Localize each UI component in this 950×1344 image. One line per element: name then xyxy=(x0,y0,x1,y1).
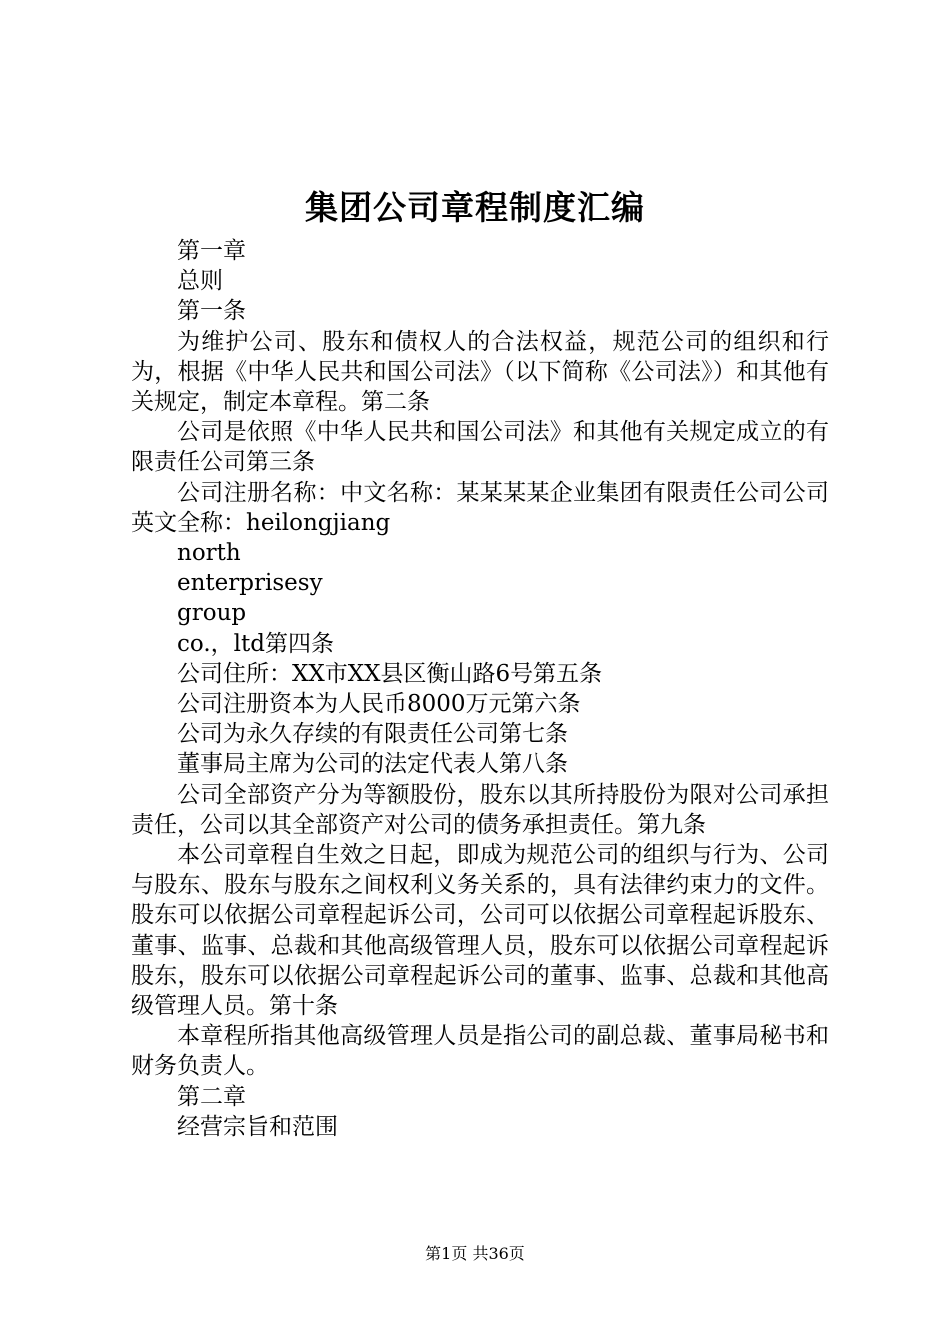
paragraph: north xyxy=(177,540,241,567)
paragraph: group xyxy=(177,600,247,627)
paragraph: 为维护公司、股东和债权人的合法权益，规范公司的组织和行为，根据《中华人民共和国公司法》（以下简称《公司法》）和其他有关规定，制定本章程。第二条 xyxy=(131,328,829,416)
paragraph: enterprisesy xyxy=(177,570,323,597)
paragraph: 经营宗旨和范围 xyxy=(177,1113,338,1140)
paragraph: 公司注册资本为人民币8000万元第六条 xyxy=(177,691,581,718)
paragraph: 公司为永久存续的有限责任公司第七条 xyxy=(177,721,568,748)
paragraph: 公司注册名称：中文名称：某某某某企业集团有限责任公司公司英文全称：heilongjiang xyxy=(131,479,829,536)
page-footer: 第1页 共36页 xyxy=(425,1244,525,1263)
paragraph: co.，ltd第四条 xyxy=(177,630,334,657)
paragraph: 第一条 xyxy=(177,298,246,325)
document-body xyxy=(131,236,829,1142)
paragraph: 公司是依照《中华人民共和国公司法》和其他有关规定成立的有限责任公司第三条 xyxy=(131,419,829,476)
paragraph: 本公司章程自生效之日起，即成为规范公司的组织与行为、公司与股东、股东与股东之间权利义务关系的，具有法律约束力的文件。股东可以依据公司章程起诉公司，公司可以依据公司章程起诉股东、董事、监事、总裁和其他高级管理人员，股东可以依据公司章程起诉股东，股东可以依据公司章程起诉公司的董事、监事、总裁和其他高级管理人员。第十条 xyxy=(131,842,829,1020)
paragraph: 第二章 xyxy=(177,1083,246,1110)
paragraph: 总则 xyxy=(177,268,223,295)
paragraph: 董事局主席为公司的法定代表人第八条 xyxy=(177,751,568,778)
paragraph: 第一章 xyxy=(177,238,246,264)
document-title: 集团公司章程制度汇编 xyxy=(305,188,645,227)
paragraph: 本章程所指其他高级管理人员是指公司的副总裁、董事局秘书和财务负责人。 xyxy=(131,1023,829,1080)
paragraph: 公司住所：XX市XX县区衡山路6号第五条 xyxy=(177,660,603,687)
paragraph: 公司全部资产分为等额股份，股东以其所持股份为限对公司承担责任，公司以其全部资产对公司的债务承担责任。第九条 xyxy=(131,781,829,838)
